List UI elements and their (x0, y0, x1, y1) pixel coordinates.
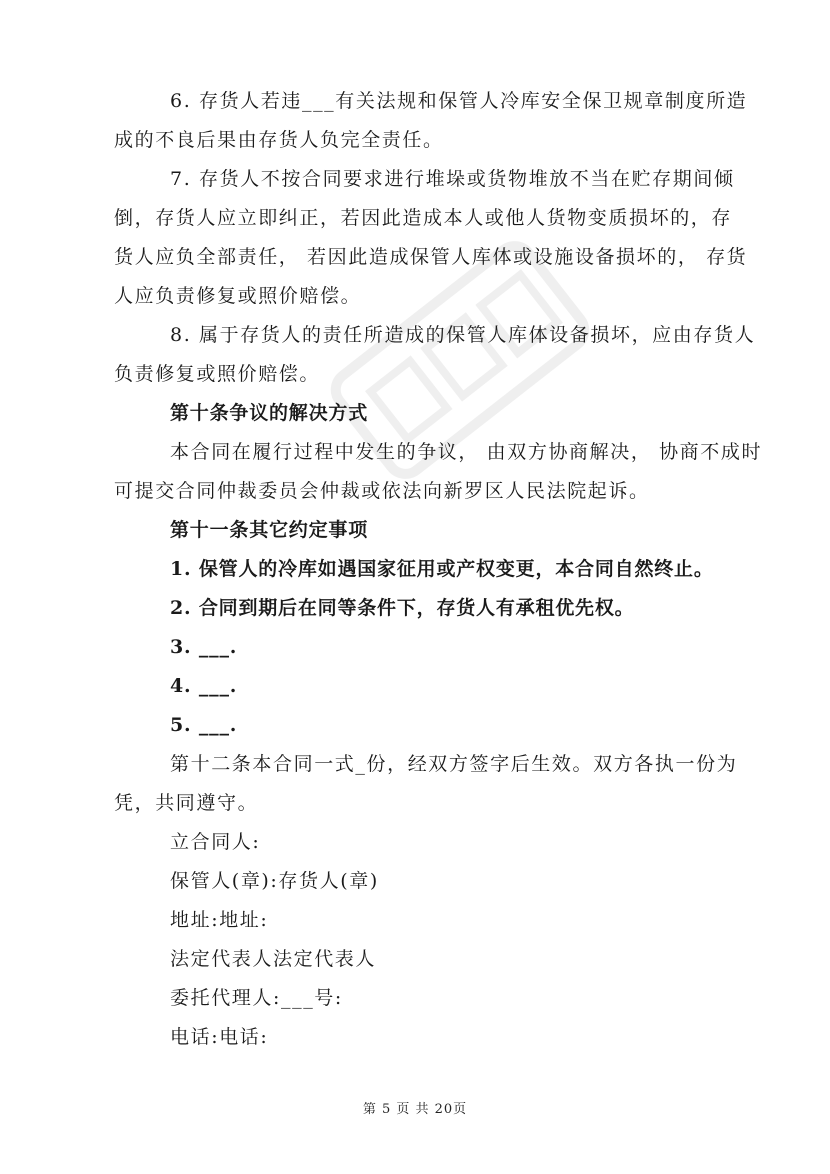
article-11-heading: 第十一条其它约定事项 (170, 519, 369, 541)
clause-6-line-2: 成的不良后果由存货人负完全责任。 (114, 129, 444, 151)
article-10-heading: 第十条争议的解决方式 (170, 402, 369, 424)
article-11-item-2: 2. 合同到期后在同等条件下，存货人有承租优先权。 (170, 597, 635, 619)
article-11-item-1: 1. 保管人的冷库如遇国家征用或产权变更，本合同自然终止。 (170, 558, 714, 580)
address-line: 地址:地址: (170, 909, 269, 931)
clause-7-line-4: 人应负责修复或照价赔偿。 (114, 285, 362, 307)
article-12-line-2: 凭，共同遵守。 (114, 792, 259, 814)
clause-6-line-1: 6. 存货人若违___有关法规和保管人冷库安全保卫规章制度所造 (170, 90, 748, 112)
article-10-line-2: 可提交合同仲裁委员会仲裁或依法向新罗区人民法院起诉。 (114, 480, 650, 502)
seal-line: 保管人(章):存货人(章) (170, 870, 379, 892)
article-12-line-1: 第十二条本合同一式_份，经双方签字后生效。双方各执一份为 (170, 753, 738, 775)
article-11-item-4: 4. ___. (170, 675, 238, 697)
clause-8-line-2: 负责修复或照价赔偿。 (114, 363, 321, 385)
page-footer: 第 5 页 共 20页 (362, 1102, 468, 1117)
agent-line: 委托代理人:___号: (170, 987, 343, 1009)
clause-8-line-1: 8. 属于存货人的责任所造成的保管人库体设备损坏，应由存货人 (170, 324, 756, 346)
legal-rep-line: 法定代表人法定代表人 (170, 948, 377, 970)
clause-7-line-2: 倒，存货人应立即纠正，若因此造成本人或他人货物变质损坏的，存 (114, 207, 733, 229)
signatories-label: 立合同人: (170, 831, 261, 853)
clause-7-line-3: 货人应负全部责任， 若因此造成保管人库体或设施设备损坏的， 存货 (114, 246, 748, 268)
phone-line: 电话:电话: (170, 1026, 269, 1048)
clause-7-line-1: 7. 存货人不按合同要求进行堆垛或货物堆放不当在贮存期间倾 (170, 168, 735, 190)
article-11-item-3: 3. ___. (170, 636, 238, 658)
article-11-item-5: 5. ___. (170, 714, 238, 736)
article-10-line-1: 本合同在履行过程中发生的争议， 由双方协商解决， 协商不成时 (170, 441, 763, 463)
